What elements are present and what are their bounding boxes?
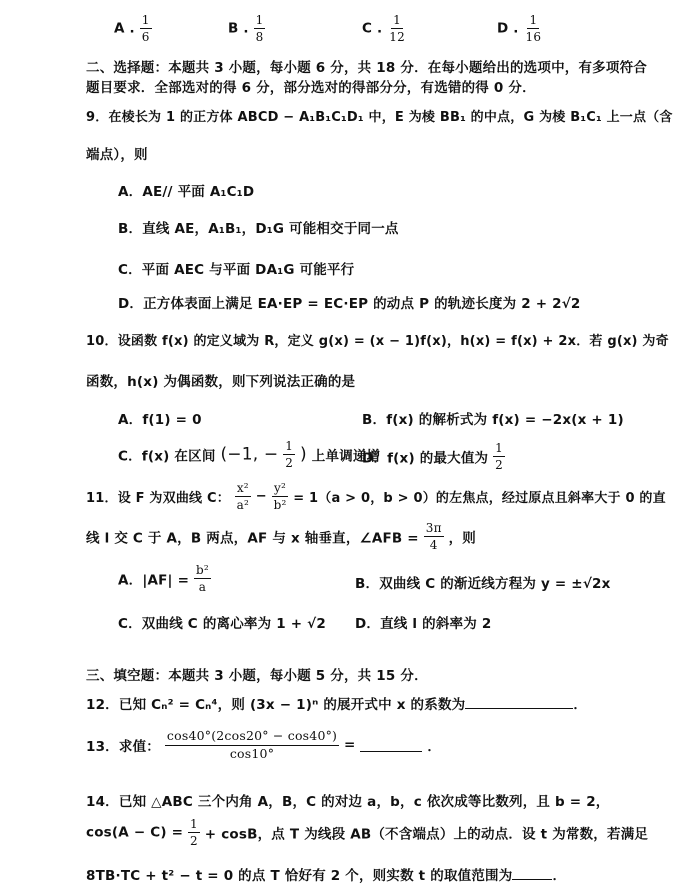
q8-option-d-fraction: $\frac{1}{16}$ xyxy=(525,13,542,44)
q14-stem-line2: cos(A − C) = $\frac{1}{2}$ + cosB，点 T 为线段 AB（不含端点）上的动点．设 t 为常数，若满足 xyxy=(86,817,649,848)
q14-stem-line1: 14．已知 △ABC 三个内角 A，B，C 的对边 a，b，c 依次成等比数列，且 b = 2， xyxy=(86,794,610,810)
q14-answer-blank xyxy=(512,867,552,880)
section2-header-line2: 题目要求．全部选对的得 6 分，部分选对的得部分分，有选错的得 0 分． xyxy=(86,80,536,96)
q11-option-a: A．|AF| = $\frac{\text{b²}}{a}$ xyxy=(118,563,209,594)
q12-stem: 12．已知 Cₙ² = Cₙ⁴，则 (3x − 1)ⁿ 的展开式中 x 的系数为 ． xyxy=(86,697,588,713)
q9-option-d: D．正方体表面上满足 EA·EP = EC·EP 的动点 P 的轨迹长度为 2 + 2√2 xyxy=(118,296,581,312)
q11-option-b: B．双曲线 C 的渐近线方程为 y = ±√2x xyxy=(355,576,611,592)
q10-stem-line1: 10．设函数 f(x) 的定义域为 R，定义 g(x) = (x − 1)f(x)，h(x) = f(x) + 2x．若 g(x) 为奇 xyxy=(86,334,669,349)
q10-option-b: B．f(x) 的解析式为 f(x) = −2x(x + 1) xyxy=(362,412,624,428)
q13-fraction: $\frac{\cos 40^\circ(2\cos 20^\circ - \cos 40^\circ)}{\cos 10^\circ}$ xyxy=(166,728,338,761)
section2-header-line1: 二、选择题：本题共 3 小题，每小题 6 分，共 18 分．在每小题给出的选项中，有多项符合 xyxy=(86,60,647,76)
q10-option-d-fraction: $\frac{1}{2}$ xyxy=(495,441,503,472)
q9-option-a: A．AE// 平面 A₁C₁D xyxy=(118,184,255,200)
q10-option-c-fraction: $\frac{1}{2}$ xyxy=(285,439,294,470)
q13-stem: 13．求值： $\frac{\cos 40^\circ(2\cos 20^\circ - \cos 40^\circ)}{\cos 10^\circ}$ = ． xyxy=(86,728,442,761)
q14-stem-line3: 8TB·TC + t² − t = 0 的点 T 恰好有 2 个，则实数 t 的取值范围为 ． xyxy=(86,868,567,884)
q9-option-c: C．平面 AEC 与平面 DA₁G 可能平行 xyxy=(118,262,355,278)
q11-option-d: D．直线 l 的斜率为 2 xyxy=(355,616,492,632)
q11-angle-fraction: $\frac{3\pi}{4}$ xyxy=(425,521,442,552)
q13-answer-blank xyxy=(360,739,422,752)
q8-option-a-fraction: $\frac{1}{6}$ xyxy=(141,13,150,44)
q12-answer-blank xyxy=(465,696,573,709)
q10-stem-line2: 函数，h(x) 为偶函数，则下列说法正确的是 xyxy=(86,374,356,390)
q9-option-b: B．直线 AE，A₁B₁，D₁G 可能相交于同一点 xyxy=(118,221,399,237)
q11-stem-line1: 11．设 F 为双曲线 C： $\frac{\text{x²}}{\text{a²}}$ − $\frac{\text{y²}}{\text{b²}}$ = 1（a > 0，b > 0）的左焦点，经过原点且斜率大于 0 的直 xyxy=(86,481,666,512)
q9-stem-line1: 9．在棱长为 1 的正方体 ABCD − A₁B₁C₁D₁ 中，E 为棱 BB₁ 的中点，G 为棱 B₁C₁ 上一点（含 xyxy=(86,110,673,125)
q10-option-c: C．f(x) 在区间 (−1, − $\frac{1}{2}$ ) 上单调递增 xyxy=(118,439,381,470)
q8-option-c: C . $\frac{1}{12}$ xyxy=(362,13,405,44)
q8-option-b-fraction: $\frac{1}{8}$ xyxy=(255,13,264,44)
q11-y-fraction: $\frac{\text{y²}}{\text{b²}}$ xyxy=(273,481,287,512)
q9-stem-line2: 端点），则 xyxy=(86,147,148,163)
q14-fraction: $\frac{1}{2}$ xyxy=(190,817,198,848)
q8-option-a: A . $\frac{1}{6}$ xyxy=(114,13,150,44)
q8-option-d: D . $\frac{1}{16}$ xyxy=(497,13,542,44)
q8-option-b: B . $\frac{1}{8}$ xyxy=(228,13,264,44)
section3-header: 三、填空题：本题共 3 小题，每小题 5 分，共 15 分． xyxy=(86,668,428,684)
q10-option-d: D．f(x) 的最大值为 $\frac{1}{2}$ xyxy=(362,441,503,472)
q11-option-a-fraction: $\frac{\text{b²}}{a}$ xyxy=(196,563,209,594)
q11-option-c: C．双曲线 C 的离心率为 1 + √2 xyxy=(118,616,326,632)
q8-option-c-fraction: $\frac{1}{12}$ xyxy=(389,13,405,44)
q11-x-fraction: $\frac{\text{x²}}{\text{a²}}$ xyxy=(236,481,249,512)
q11-stem-line2: 线 l 交 C 于 A，B 两点，AF 与 x 轴垂直，∠AFB = $\frac{3\pi}{4}$ ，则 xyxy=(86,521,476,552)
q10-option-a: A．f(1) = 0 xyxy=(118,412,202,428)
